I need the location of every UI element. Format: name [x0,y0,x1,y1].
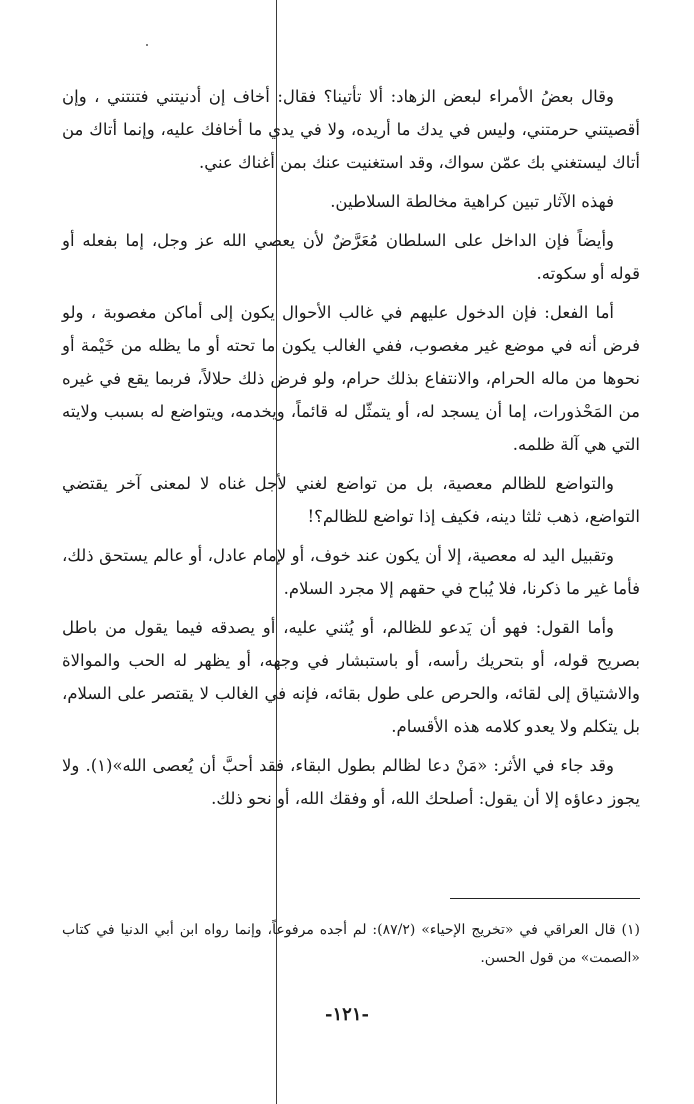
paragraph-narration-supplication: وقد جاء في الأثر: «مَنْ دعا لظالم بطول البقاء، فقد أحبَّ أن يُعصى الله»(١). ولا يجوز دعاؤه إلا أن يقول: أصلحك الله، أو وفقك الله، أو نحو ذلك. [62,756,640,808]
paragraph-the-speech: وأما القول: فهو أن يَدعو للظالم، أو يُثني عليه، أو يصدقه فيما يقول من باطل بصريح قوله، أو بتحريك رأسه، أو باستبشار في وجهه، أو يظهر له الحب والموالاة والاشتياق إلى لقائه، والحرص على طول بقائه، فإنه في الغالب لا يقتصر على السلام، بل يتكلم ولا يعدو كلامه هذه الأقسام. [62,618,640,736]
paragraph-kissing-hand: وتقبيل اليد له معصية، إلا أن يكون عند خوف، أو لإمام عادل، أو عالم يستحق ذلك، فأما غير ما ذكرنا، فلا يُباح في حقهم إلا مجرد السلام. [62,546,640,598]
scan-speck [146,44,148,46]
paragraph-narrations-summary: فهذه الآثار تبين كراهية مخالطة السلاطين. [330,192,614,211]
paragraph-exposure-to-sin: وأيضاً فإن الداخل على السلطان مُعَرَّضٌ لأن يعصي الله عز وجل، إما بفعله أو قوله أو سكوته. [62,231,640,283]
main-text [62,80,640,821]
footnote-separator [450,898,640,899]
paragraph-ascetic-quote: وقال بعضُ الأمراء لبعض الزهاد: ألا تأتينا؟ فقال: أخاف إن أدنيتني فتنتني ، وإن أقصيتني حرمتني، وليس في يدك ما أريده، ولا في يدي ما أخافك عليه، وإنما أتاك من أتاك ليستغني بك عمّن سواك، وقد استغنيت عنك بمن أغناك عني. [62,87,640,172]
page-number: -١٢١- [325,1004,369,1025]
paragraph-the-act: أما الفعل: فإن الدخول عليهم في غالب الأحوال يكون إلى أماكن مغصوبة ، ولو فرض أنه في موضع غير مغصوب، ففي الغالب يكون ما تحته أو ما يظله من خَيْمة أو نحوها من ماله الحرام، والانتفاع بذلك حرام، ولو فرض ذلك حلالاً، فربما يقع في غيره من المَحْذورات، إما أن يسجد له، أو يتمثّل له قائماً، ويخدمه، ويتواضع له بسبب ولايته التي هي آلة ظلمه. [62,303,640,454]
paragraph-humility: والتواضع للظالم معصية، بل من تواضع لغني لأجل غناه لا لمعنى آخر يقتضي التواضع، ذهب ثلثا دينه، فكيف إذا تواضع للظالم؟! [62,474,640,526]
footnote: (١) قال العراقي في «تخريج الإحياء» (٨٧/٢): لم أجده مرفوعاً، وإنما رواه ابن أبي الدنيا في كتاب «الصمت» من قول الحسن. [62,922,641,966]
